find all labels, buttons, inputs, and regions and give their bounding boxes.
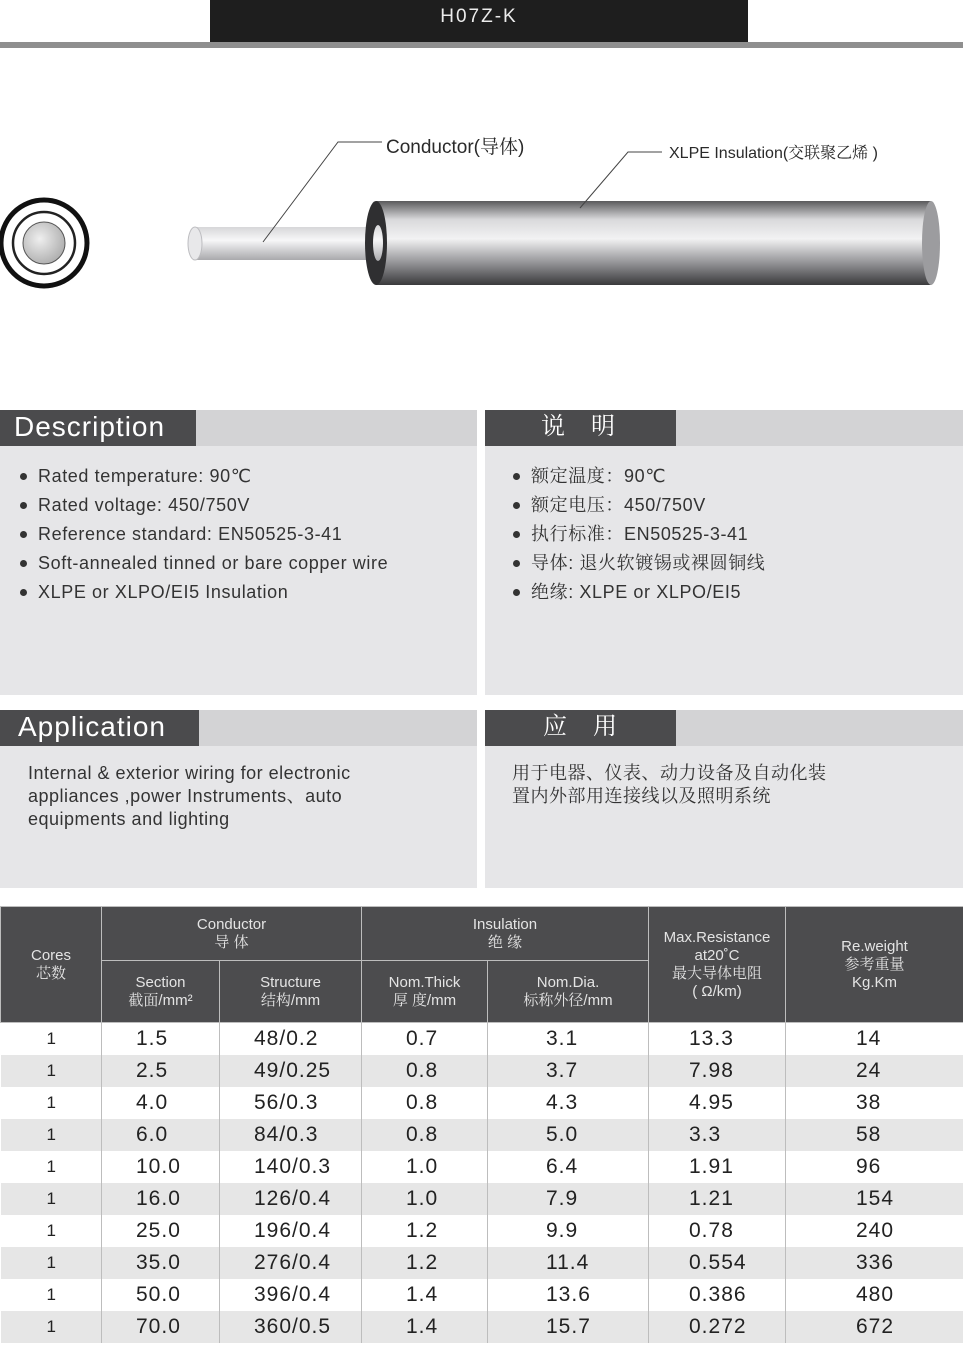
header-structure: Structure 结构/mm xyxy=(220,961,362,1023)
table-cell: 4.95 xyxy=(649,1087,786,1119)
table-cell: 58 xyxy=(786,1119,963,1151)
table-cell: 4.0 xyxy=(102,1087,220,1119)
table-cell: 1 xyxy=(1,1311,102,1343)
application-panel-en xyxy=(0,710,477,888)
table-cell: 0.78 xyxy=(649,1215,786,1247)
tab-strip xyxy=(676,710,963,746)
insulation-label: XLPE Insulation(交联聚乙烯 ) xyxy=(669,145,878,162)
table-row xyxy=(1,1183,963,1215)
table-cell: 1.91 xyxy=(649,1151,786,1183)
table-cell: 0.386 xyxy=(649,1279,786,1311)
table-row xyxy=(1,1023,963,1055)
table-row xyxy=(1,1087,963,1119)
table-cell: 13.6 xyxy=(488,1279,649,1311)
cable-illustration xyxy=(0,48,963,408)
table-cell: 1.0 xyxy=(362,1151,488,1183)
list-item: 执行标准：EN50525-3-41 xyxy=(513,520,765,549)
header-weight: Re.weight 参考重量 Kg.Km xyxy=(786,907,963,1023)
table-cell: 11.4 xyxy=(488,1247,649,1279)
table-cell: 1.2 xyxy=(362,1215,488,1247)
table-cell: 672 xyxy=(786,1311,963,1343)
table-cell: 0.272 xyxy=(649,1311,786,1343)
table-cell: 3.1 xyxy=(488,1023,649,1055)
table-cell: 1.2 xyxy=(362,1247,488,1279)
table-cell: 48/0.2 xyxy=(220,1023,362,1055)
table-cell: 1 xyxy=(1,1215,102,1247)
list-item: Soft-annealed tinned or bare copper wire xyxy=(20,549,388,578)
table-row xyxy=(1,1279,963,1311)
table-cell: 3.3 xyxy=(649,1119,786,1151)
insulation-leader-line xyxy=(580,152,662,208)
list-item: Reference standard: EN50525-3-41 xyxy=(20,520,388,549)
table-row xyxy=(1,1311,963,1343)
tab-strip xyxy=(196,410,477,446)
list-item: 额定温度：90℃ xyxy=(513,462,765,491)
table-cell: 56/0.3 xyxy=(220,1087,362,1119)
list-item: Rated voltage: 450/750V xyxy=(20,491,388,520)
table-cell: 1 xyxy=(1,1247,102,1279)
table-cell: 6.0 xyxy=(102,1119,220,1151)
table-cell: 1.21 xyxy=(649,1183,786,1215)
table-cell: 276/0.4 xyxy=(220,1247,362,1279)
table-cell: 1 xyxy=(1,1087,102,1119)
table-cell: 1 xyxy=(1,1055,102,1087)
header-nom-dia: Nom.Dia. 标称外径/mm xyxy=(488,961,649,1023)
table-cell: 126/0.4 xyxy=(220,1183,362,1215)
table-row xyxy=(1,1151,963,1183)
header-nom-thick: Nom.Thick 厚 度/mm xyxy=(362,961,488,1023)
cross-section-icon xyxy=(1,200,87,286)
table-cell: 7.9 xyxy=(488,1183,649,1215)
table-cell: 0.8 xyxy=(362,1055,488,1087)
table-cell: 38 xyxy=(786,1087,963,1119)
description-panel-en xyxy=(0,410,477,695)
table-cell: 49/0.25 xyxy=(220,1055,362,1087)
conductor-shape xyxy=(188,227,385,260)
product-title: H07Z-K xyxy=(210,0,748,42)
table-cell: 70.0 xyxy=(102,1311,220,1343)
table-row xyxy=(1,1215,963,1247)
table-cell: 1.0 xyxy=(362,1183,488,1215)
table-cell: 360/0.5 xyxy=(220,1311,362,1343)
application-title-cn: 应 用 xyxy=(485,710,676,746)
table-cell: 96 xyxy=(786,1151,963,1183)
table-cell: 14 xyxy=(786,1023,963,1055)
description-title-en: Description xyxy=(0,410,196,446)
description-list-cn xyxy=(513,462,765,607)
header-insulation: Insulation 绝 缘 xyxy=(362,907,649,961)
description-list-en xyxy=(20,462,388,607)
table-cell: 196/0.4 xyxy=(220,1215,362,1247)
table-cell: 1 xyxy=(1,1151,102,1183)
table-cell: 7.98 xyxy=(649,1055,786,1087)
description-title-cn: 说 明 xyxy=(485,410,676,446)
table-cell: 13.3 xyxy=(649,1023,786,1055)
header-cores: Cores 芯数 xyxy=(1,907,102,1023)
table-cell: 140/0.3 xyxy=(220,1151,362,1183)
spec-table-body xyxy=(1,1023,963,1343)
header-max-resistance: Max.Resistance at20˚C 最大导体电阻 ( Ω/km) xyxy=(649,907,786,1023)
table-cell: 1.4 xyxy=(362,1279,488,1311)
table-cell: 1 xyxy=(1,1023,102,1055)
header-conductor: Conductor 导 体 xyxy=(102,907,362,961)
table-cell: 5.0 xyxy=(488,1119,649,1151)
table-cell: 2.5 xyxy=(102,1055,220,1087)
table-cell: 50.0 xyxy=(102,1279,220,1311)
table-cell: 1 xyxy=(1,1183,102,1215)
table-cell: 154 xyxy=(786,1183,963,1215)
application-text-en: Internal & exterior wiring for electronic appliances ,power Instruments、auto equipments and lighting xyxy=(28,763,351,829)
table-row xyxy=(1,1119,963,1151)
table-cell: 3.7 xyxy=(488,1055,649,1087)
table-cell: 0.554 xyxy=(649,1247,786,1279)
list-item: 额定电压：450/750V xyxy=(513,491,765,520)
application-text-cn: 用于电器、仪表、动力设备及自动化装 置内外部用连接线以及照明系统 xyxy=(512,763,827,806)
table-row xyxy=(1,1247,963,1279)
table-row xyxy=(1,1055,963,1087)
table-cell: 15.7 xyxy=(488,1311,649,1343)
table-cell: 480 xyxy=(786,1279,963,1311)
header-section: Section 截面/mm² xyxy=(102,961,220,1023)
list-item: 导体: 退火软镀锡或裸圆铜线 xyxy=(513,549,765,578)
description-panel-cn xyxy=(485,410,963,695)
list-item: XLPE or XLPO/EI5 Insulation xyxy=(20,578,388,607)
tab-strip xyxy=(199,710,477,746)
table-cell: 84/0.3 xyxy=(220,1119,362,1151)
table-cell: 1.4 xyxy=(362,1311,488,1343)
table-cell: 0.8 xyxy=(362,1119,488,1151)
table-cell: 9.9 xyxy=(488,1215,649,1247)
list-item: 绝缘: XLPE or XLPO/EI5 xyxy=(513,578,765,607)
table-cell: 0.7 xyxy=(362,1023,488,1055)
table-cell: 35.0 xyxy=(102,1247,220,1279)
table-cell: 1.5 xyxy=(102,1023,220,1055)
cable-figure xyxy=(0,48,963,408)
insulation-shape xyxy=(365,201,940,285)
table-cell: 336 xyxy=(786,1247,963,1279)
table-cell: 16.0 xyxy=(102,1183,220,1215)
table-cell: 25.0 xyxy=(102,1215,220,1247)
table-cell: 1 xyxy=(1,1119,102,1151)
table-cell: 0.8 xyxy=(362,1087,488,1119)
table-cell: 6.4 xyxy=(488,1151,649,1183)
spec-table xyxy=(0,906,963,1343)
list-item: Rated temperature: 90℃ xyxy=(20,462,388,491)
table-cell: 24 xyxy=(786,1055,963,1087)
table-cell: 4.3 xyxy=(488,1087,649,1119)
table-cell: 10.0 xyxy=(102,1151,220,1183)
table-cell: 1 xyxy=(1,1279,102,1311)
application-title-en: Application xyxy=(0,710,199,746)
tab-strip xyxy=(676,410,963,446)
application-panel-cn xyxy=(485,710,963,888)
table-cell: 396/0.4 xyxy=(220,1279,362,1311)
conductor-label: Conductor(导体) xyxy=(386,137,525,158)
table-cell: 240 xyxy=(786,1215,963,1247)
page-header xyxy=(0,0,963,48)
